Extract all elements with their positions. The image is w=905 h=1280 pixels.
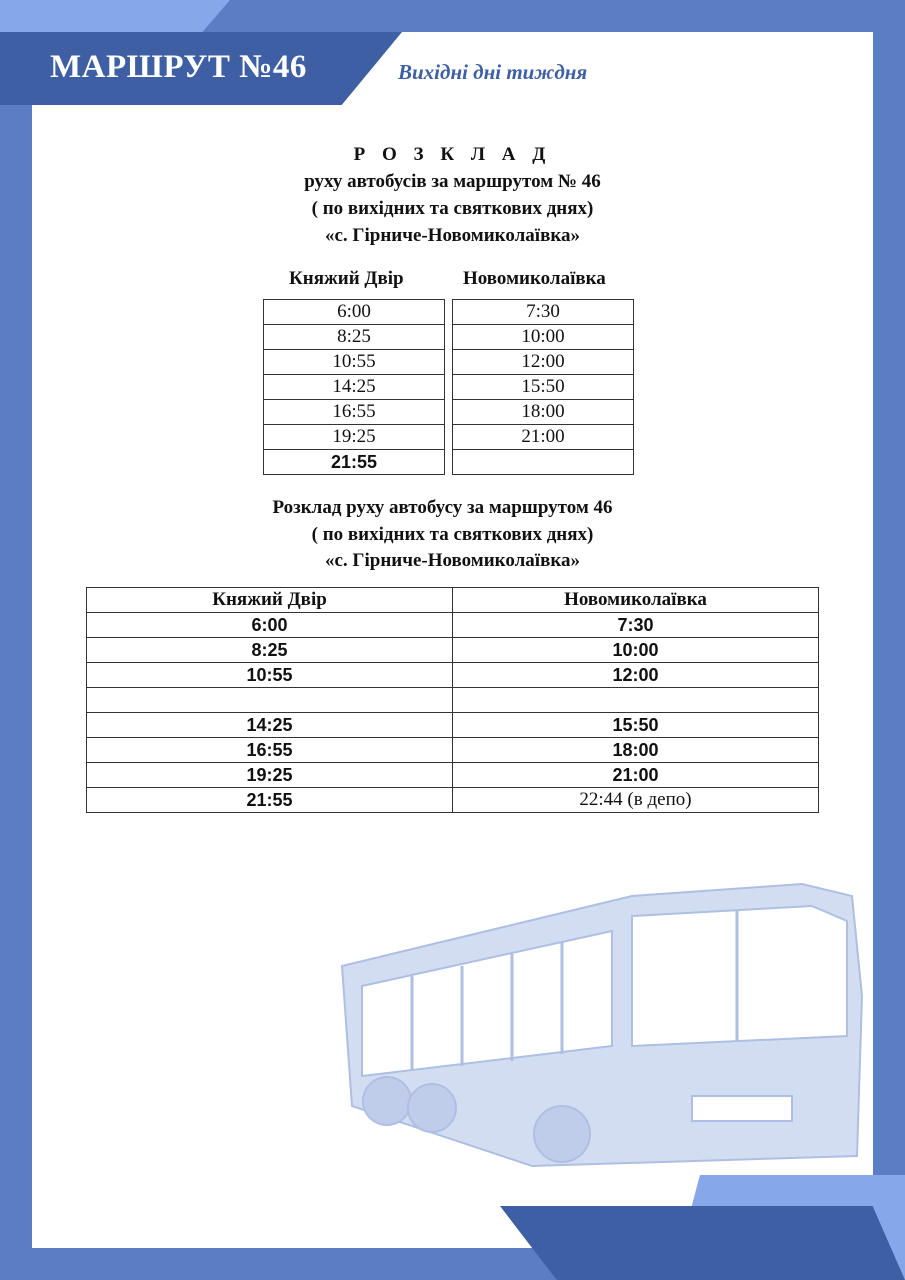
column-header-kniazhyi-dvir: Княжий Двір bbox=[289, 268, 404, 289]
schedule-route-name: «с. Гірниче-Новомиколаївка» bbox=[324, 225, 580, 246]
time-cell: 10:00 bbox=[453, 325, 634, 350]
time-cell: 14:25 bbox=[87, 713, 453, 738]
time-cell: 21:55 bbox=[264, 450, 445, 475]
schedule2-days-note: ( по вихідних та святкових днях) bbox=[311, 524, 594, 545]
time-cell bbox=[453, 450, 634, 475]
schedule2-route-name: «с. Гірниче-Новомиколаївка» bbox=[324, 550, 580, 571]
days-label: Вихідні дні тиждня bbox=[398, 60, 588, 84]
time-cell: 7:30 bbox=[453, 613, 819, 638]
table-row bbox=[453, 450, 634, 475]
schedule-subtitle: руху автобусів за маршрутом № 46 bbox=[304, 171, 601, 192]
corner-decoration-top bbox=[0, 0, 230, 32]
time-cell: 21:00 bbox=[453, 763, 819, 788]
time-cell bbox=[87, 688, 453, 713]
time-cell: 10:55 bbox=[264, 350, 445, 375]
table-row bbox=[87, 763, 819, 788]
table-row bbox=[87, 663, 819, 688]
time-cell: 22:44 (в депо) bbox=[453, 788, 819, 813]
table-row bbox=[453, 350, 634, 375]
time-cell: 21:55 bbox=[87, 788, 453, 813]
column-header-novomykolaivka: Новомиколаївка bbox=[463, 268, 606, 289]
time-cell: 7:30 bbox=[453, 300, 634, 325]
column-header-novomykolaivka: Новомиколаївка bbox=[453, 588, 819, 613]
table-row bbox=[264, 400, 445, 425]
table-row bbox=[87, 638, 819, 663]
table-row bbox=[264, 350, 445, 375]
table-header-row bbox=[87, 588, 819, 613]
time-cell: 12:00 bbox=[453, 350, 634, 375]
time-cell: 6:00 bbox=[264, 300, 445, 325]
time-cell: 10:55 bbox=[87, 663, 453, 688]
timetable-novomykolaivka bbox=[452, 299, 634, 475]
table-row bbox=[453, 325, 634, 350]
table-row bbox=[453, 375, 634, 400]
bus-icon bbox=[332, 876, 872, 1176]
time-cell: 19:25 bbox=[264, 425, 445, 450]
schedule2-title: Розклад руху автобусу за маршрутом 46 bbox=[272, 497, 613, 518]
time-cell: 12:00 bbox=[453, 663, 819, 688]
route-title: МАРШРУТ №46 bbox=[50, 49, 307, 85]
time-cell: 8:25 bbox=[264, 325, 445, 350]
table-row bbox=[264, 300, 445, 325]
schedule-title: Р О З К Л А Д bbox=[353, 144, 552, 165]
time-cell: 18:00 bbox=[453, 400, 634, 425]
table-row bbox=[453, 300, 634, 325]
timetable-combined bbox=[86, 587, 819, 813]
time-cell: 19:25 bbox=[87, 763, 453, 788]
time-cell: 21:00 bbox=[453, 425, 634, 450]
table-row bbox=[87, 688, 819, 713]
table-row bbox=[264, 325, 445, 350]
table-row bbox=[87, 788, 819, 813]
time-cell: 15:50 bbox=[453, 375, 634, 400]
time-cell: 16:55 bbox=[87, 738, 453, 763]
time-cell: 18:00 bbox=[453, 738, 819, 763]
table-row bbox=[87, 738, 819, 763]
time-cell: 16:55 bbox=[264, 400, 445, 425]
time-cell: 14:25 bbox=[264, 375, 445, 400]
schedule-days-note: ( по вихідних та святкових днях) bbox=[311, 198, 594, 219]
time-cell: 6:00 bbox=[87, 613, 453, 638]
table-row bbox=[264, 425, 445, 450]
table-row bbox=[264, 450, 445, 475]
time-cell: 15:50 bbox=[453, 713, 819, 738]
table-row bbox=[453, 400, 634, 425]
table-row bbox=[264, 375, 445, 400]
corner-decoration-bottom-dark bbox=[500, 1206, 905, 1280]
timetable-kniazhyi-dvir bbox=[263, 299, 445, 475]
table-row bbox=[87, 713, 819, 738]
table-row bbox=[87, 613, 819, 638]
time-cell: 8:25 bbox=[87, 638, 453, 663]
column-header-kniazhyi-dvir: Княжий Двір bbox=[87, 588, 453, 613]
time-cell bbox=[453, 688, 819, 713]
table-row bbox=[453, 425, 634, 450]
time-cell: 10:00 bbox=[453, 638, 819, 663]
